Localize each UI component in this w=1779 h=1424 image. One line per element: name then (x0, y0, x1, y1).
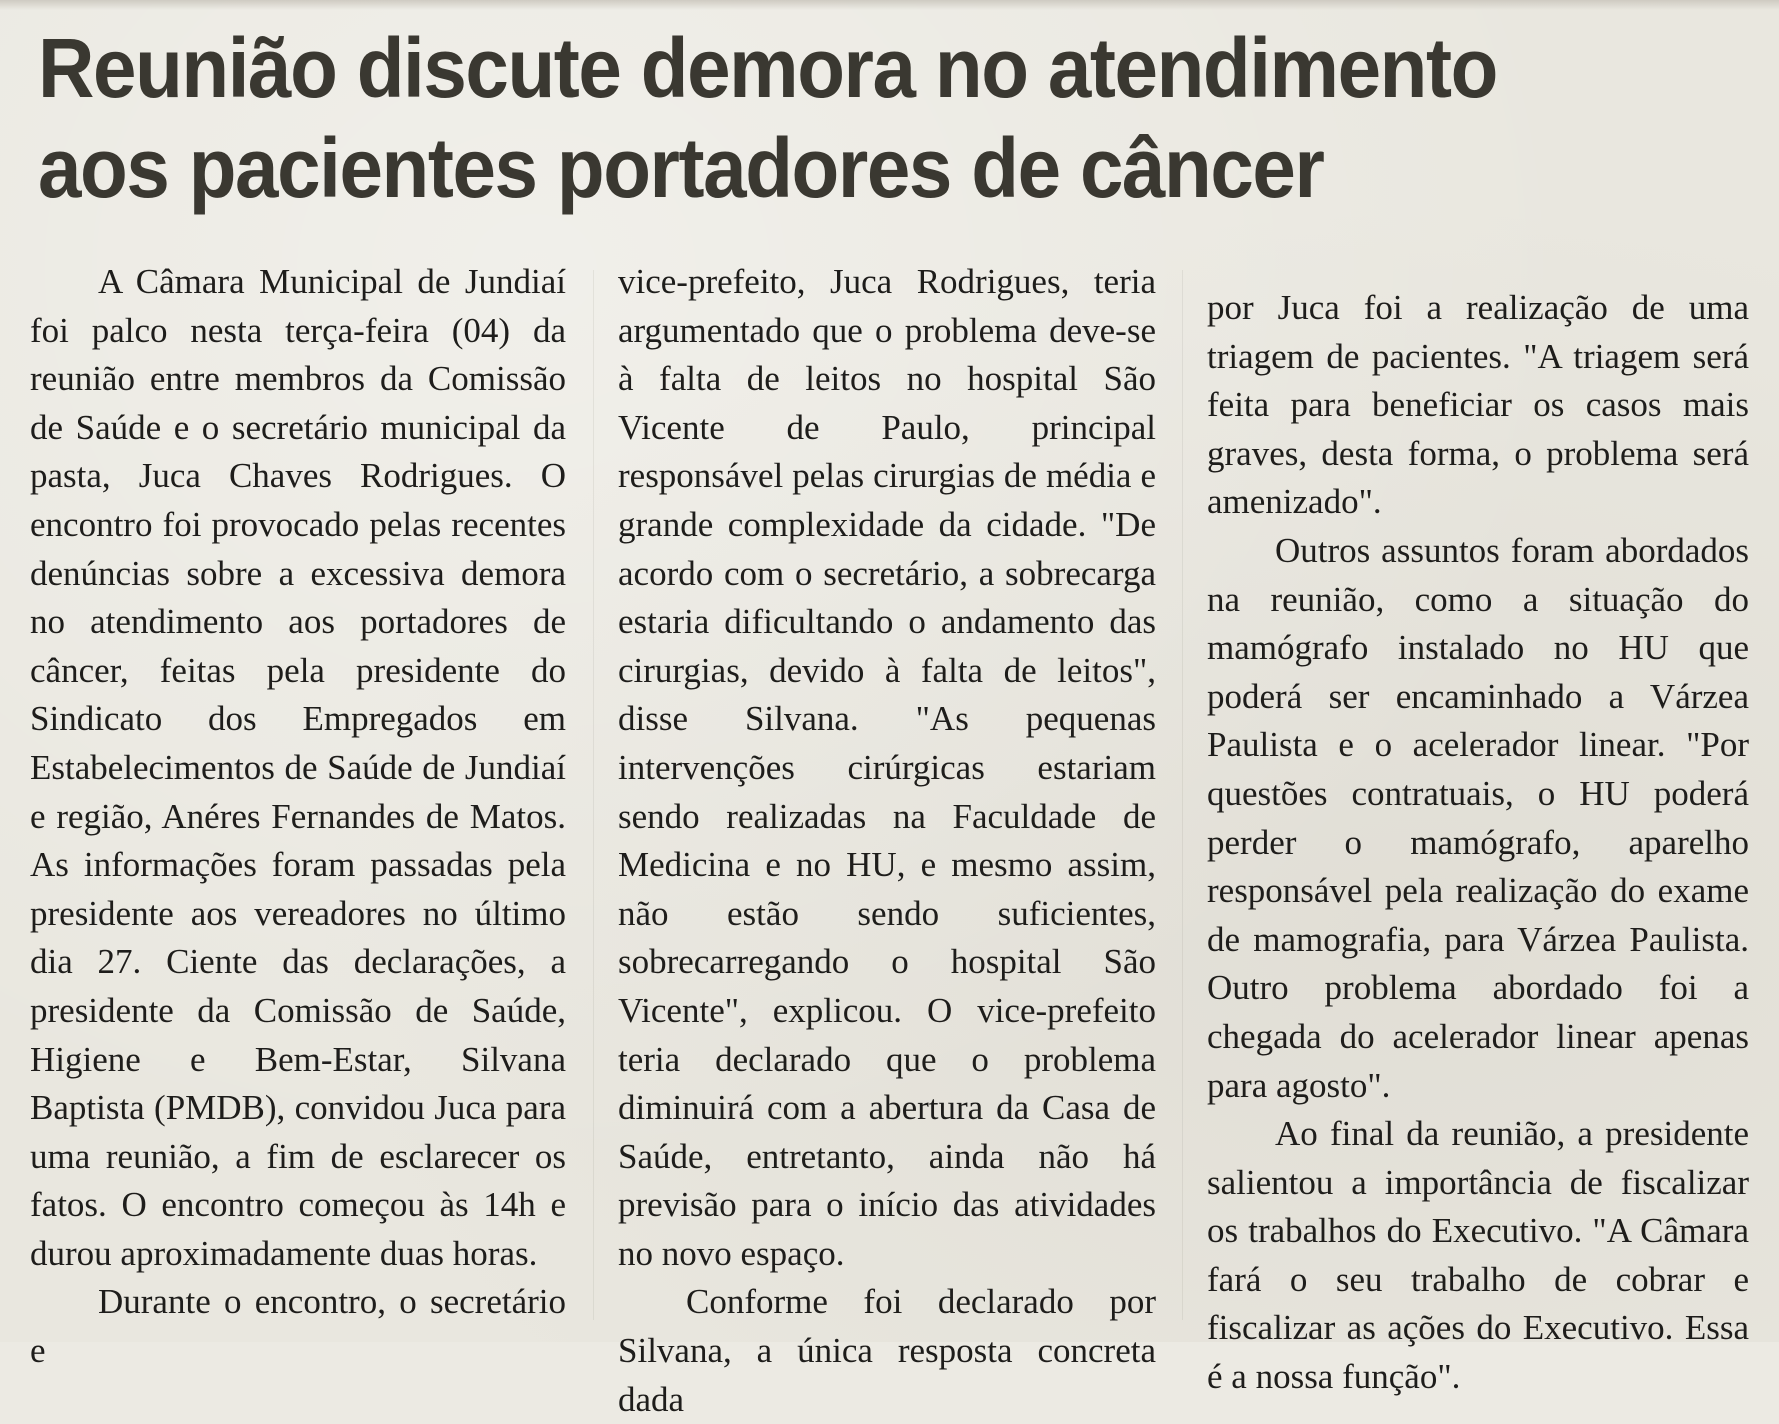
article-headline (38, 18, 1638, 218)
body-paragraph-continued: vice-prefeito, Juca Rodrigues, teria argumentado que o problema deve-se à falta de leitos no hospital São Vicente de Paulo, principal responsável pelas cirurgias de média e grande complexidade da cidade. "De acordo com o secretário, a sobrecarga estaria dificultando o andamento das cirurgias, devido à falta de leitos", disse Silvana. "As pequenas intervenções cirúrgicas estariam sendo realizadas na Faculdade de Medicina e no HU, e mesmo assim, não estão sendo suficientes, sobrecarregando o hospital São Vicente", explicou. O vice-prefeito teria declarado que o problema diminuirá com a abertura da Casa de Saúde, entretanto, ainda não há previsão para o início das atividades no novo espaço. (618, 262, 1156, 1273)
headline-line-1: Reunião discute demora no atendimento (38, 21, 1497, 115)
body-paragraph: Conforme foi declarado por Silvana, a única resposta concreta dada (618, 1282, 1156, 1419)
article-column-2 (618, 258, 1156, 1424)
column-gutter (593, 270, 594, 1320)
body-paragraph-continued: por Juca foi a realização de uma triagem de pacientes. "A triagem será feita para beneficiar os casos mais graves, desta forma, o problema será amenizado". (1207, 288, 1749, 522)
article-column-1 (30, 258, 566, 1376)
body-paragraph: Durante o encontro, o secretário e (30, 1282, 566, 1371)
scan-edge (0, 0, 1779, 10)
body-paragraph: Outros assuntos foram abordados na reunião, como a situação do mamógrafo instalado no HU que poderá ser encaminhado a Várzea Paulista e o acelerador linear. "Por questões contratuais, o HU poderá perder o mamógrafo, aparelho responsável pela realização do exame de mamografia, para Várzea Paulista. Outro problema abordado foi a chegada do acelerador linear apenas para agosto". (1207, 530, 1749, 1105)
body-paragraph: Ao final da reunião, a presidente salientou a importância de fiscalizar os trabalhos do Executivo. "A Câmara fará o seu trabalho de cobrar e fiscalizar as ações do Executivo. Essa é a nossa função". (1207, 1114, 1749, 1397)
body-paragraph: A Câmara Municipal de Jundiaí foi palco nesta terça-feira (04) da reunião entre membros da Comissão de Saúde e o secretário municipal da pasta, Juca Chaves Rodrigues. O encontro foi provocado pelas recentes denúncias sobre a excessiva demora no atendimento aos portadores de câncer, feitas pela presidente do Sindicato dos Empregados em Estabelecimentos de Saúde de Jundiaí e região, Anéres Fernandes de Matos. As informações foram passadas pela presidente aos vereadores no último dia 27. Ciente das declarações, a presidente da Comissão de Saúde, Higiene e Bem-Estar, Silvana Baptista (PMDB), convidou Juca para uma reunião, a fim de esclarecer os fatos. O encontro começou às 14h e durou aproximadamente duas horas. (30, 262, 566, 1273)
column-gutter (1182, 270, 1183, 1320)
article-column-3 (1207, 284, 1749, 1402)
headline-line-2: aos pacientes portadores de câncer (38, 121, 1324, 215)
